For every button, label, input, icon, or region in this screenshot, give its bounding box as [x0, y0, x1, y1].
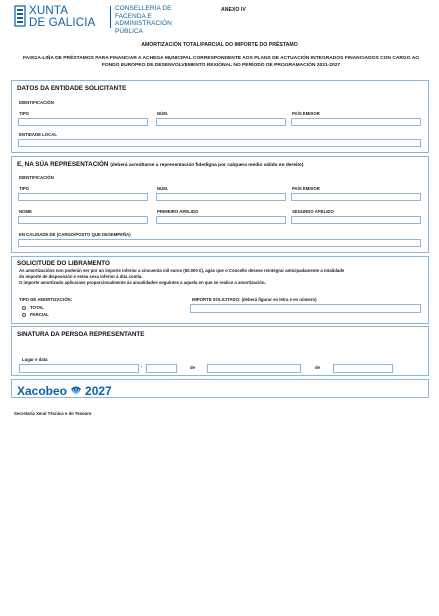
day-field[interactable] — [146, 364, 177, 373]
department-name — [115, 5, 194, 35]
de-label-2: de — [315, 365, 321, 370]
rep-apelido1-field[interactable] — [156, 216, 286, 224]
dept-line-3: ADMINISTRACIÓN PÚBLICA — [115, 20, 172, 35]
rep-num-field[interactable] — [156, 193, 286, 201]
footer-text: Secretaría Xeral Técnica e do Tesouro — [14, 411, 92, 416]
radio-parcial-circle-icon[interactable] — [22, 313, 26, 317]
request-section-title: SOLICITUDE DO LIBRAMENTO — [17, 260, 110, 267]
entity-local-field[interactable] — [18, 139, 421, 147]
rep-nome-field[interactable] — [18, 216, 148, 224]
rep-nome-label: NOME — [19, 209, 32, 214]
rep-calidade-field[interactable] — [18, 239, 421, 247]
logo-line-2: DE GALICIA — [29, 17, 96, 29]
rep-apelido1-label: PRIMEIRO APELIDO — [157, 209, 199, 214]
subtitle-line-2: FONDO EUROPEO DE DESENVOLVEMENTO REXIONAL NO PERÍODO DE PROGRAMACIÓN 2021-2027 — [101, 63, 341, 68]
signature-section-title: SINATURA DA PERSOA REPRESENTANTE — [17, 331, 145, 338]
annex-label: ANEXO IV — [221, 7, 246, 13]
radio-parcial[interactable] — [22, 312, 49, 317]
rep-identification-label: IDENTIFICACIÓN — [19, 175, 54, 180]
entity-pais-field[interactable] — [291, 118, 421, 126]
request-condition-3: O importe amortizado aplicarase proporcionalmente ás anualidades seguintes a aquela en que se realice a amortización. — [19, 280, 266, 286]
xacobeo-word: Xacobeo — [17, 384, 68, 398]
entity-pais-label: PAÍS EMISOR — [292, 111, 320, 116]
importe-label: IMPORTE SOLICITADO: (deberá figurar en letra e en número) — [192, 297, 317, 302]
logo-wordmark — [29, 5, 96, 29]
document-title: AMORTIZACIÓN TOTAL/PARCIAL DO IMPORTE DO PRÉSTAMO — [141, 42, 298, 48]
dept-line-1: CONSELLERÍA DE — [115, 5, 172, 12]
signature-section — [11, 326, 429, 376]
comma-separator: , — [141, 363, 143, 368]
representative-section — [11, 156, 429, 253]
rep-apelido2-field[interactable] — [291, 216, 421, 224]
rep-apelido2-label: SEGUNDO APELIDO — [292, 209, 334, 214]
entity-tipo-field[interactable] — [18, 118, 148, 126]
entity-num-label: NÚM. — [157, 111, 168, 116]
amortization-type-label: TIPO DE AMORTIZACIÓN: — [19, 297, 73, 302]
request-conditions — [19, 268, 419, 287]
entity-num-field[interactable] — [156, 118, 286, 126]
logo-separator — [110, 6, 111, 28]
radio-parcial-label: PARCIAL — [30, 312, 49, 317]
rep-pais-field[interactable] — [291, 193, 421, 201]
radio-total[interactable] — [22, 305, 44, 310]
year-field[interactable] — [333, 364, 393, 373]
place-field[interactable] — [19, 364, 139, 373]
radio-total-label: TOTAL — [30, 305, 44, 310]
dept-line-2: FACENDA E — [115, 12, 152, 20]
xacobeo-year: 2027 — [85, 384, 112, 398]
rep-tipo-label: TIPO — [19, 186, 30, 191]
place-date-label: Lugar e data — [22, 357, 48, 362]
logo-line-1: XUNTA — [29, 5, 69, 17]
xacobeo-logo — [17, 384, 112, 398]
request-condition-2: do importe de disposición e estea sexa inferior á dita contía. — [19, 274, 143, 280]
entity-section — [11, 80, 429, 153]
rep-calidade-label: EN CALIDADE DE (CARGO/POSTO QUE DESEMPEÑA) — [19, 232, 131, 237]
xunta-logo — [14, 5, 194, 35]
subtitle-line-1: FA001A-LIÑA DE PRÉSTAMOS PARA FINANCIAR A ACHEGA MUNICIPAL CORRESPONDENTE AOS PLANS DE ACTUACIÓN INTEGRADOS FINANCIADOS CON CARGO AO — [22, 56, 420, 61]
rep-tipo-field[interactable] — [18, 193, 148, 201]
radio-total-circle-icon[interactable] — [22, 306, 26, 310]
rep-pais-label: PAÍS EMISOR — [292, 186, 320, 191]
importe-field[interactable] — [190, 304, 421, 313]
xunta-emblem-icon — [14, 5, 26, 27]
de-label-1: de — [190, 365, 196, 370]
xacobeo-shell-icon — [70, 385, 82, 397]
entity-local-label: ENTIDADE LOCAL — [19, 132, 57, 137]
document-subtitle — [12, 55, 430, 69]
entity-tipo-label: TIPO — [19, 111, 30, 116]
request-section — [11, 256, 429, 324]
entity-identification-label: IDENTIFICACIÓN — [19, 100, 54, 105]
entity-section-title: DATOS DA ENTIDADE SOLICITANTE — [17, 85, 127, 92]
month-field[interactable] — [207, 364, 301, 373]
representative-title-text: E, NA SÚA REPRESENTACIÓN — [17, 161, 109, 168]
rep-num-label: NÚM. — [157, 186, 168, 191]
request-condition-1: As amortizacións non poderán ser por un importe inferior a cincuenta mil euros (50.000 €), agás que o Concello desexe reintegrar anticipadamente a totalidade — [19, 268, 345, 273]
representative-title-note: (deberá acreditarse a representación fidedigna por calquera medio válido en dereito) — [110, 163, 304, 168]
representative-section-title — [17, 161, 303, 168]
